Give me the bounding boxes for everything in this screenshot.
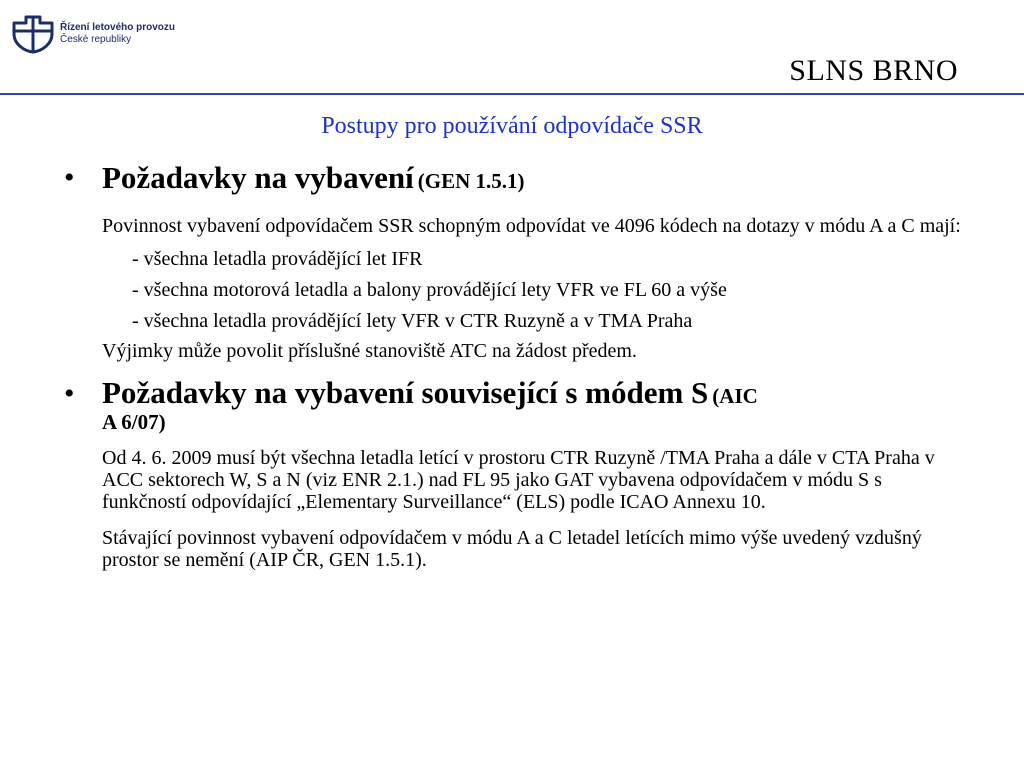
bullet-mode-s-requirements [0,376,1024,434]
logo-text [60,22,175,46]
header-title: SLNS BRNO [789,54,958,87]
bullet-heading: Požadavky na vybavení související s módem S [102,375,709,410]
logo [12,14,175,54]
paragraph-mode-s-obligation: Od 4. 6. 2009 musí být všechna letadla letící v prostoru CTR Ruzyně /TMA Praha a dále v CTA Praha v ACC sektorech W, S a N (viz ENR 2.1.) nad FL 95 jako GAT vybavena odpovídačem v módu S s funkčností odpovídající „Elementary Surveillance“ (ELS) podle ICAO Annexu 10. [102,447,935,513]
bullet-reference: (GEN 1.5.1) [417,169,525,193]
bullet-marker: • [64,161,75,194]
list-item: - všechna motorová letadla a balony provádějící lety VFR ve FL 60 a výše [132,279,727,301]
bullet-reference-continued: A 6/07) [102,410,166,434]
paragraph-existing-obligation: Stávající povinnost vybavení odpovídačem v módu A a C letadel letících mimo výše uvedený vzdušný prostor se nemění (AIP ČR, GEN 1.5.1). [102,527,922,571]
slide-content [0,160,1024,571]
logo-line2: České republiky [60,34,132,45]
bullet-equipment-requirements [0,160,1024,196]
bullet-reference: (AIC [712,384,758,408]
paragraph-equipment-obligation: Povinnost vybavení odpovídačem SSR schopným odpovídat ve 4096 kódech na dotazy v módu A a C mají: [102,215,961,237]
air-navigation-emblem-icon [12,14,54,54]
bullet-marker: • [64,377,75,410]
slide-subtitle: Postupy pro používání odpovídače SSR [321,113,703,139]
list-item: - všechna letadla provádějící let IFR [132,248,423,270]
logo-line1: Řízení letového provozu [60,22,176,33]
list-item: - všechna letadla provádějící lety VFR v CTR Ruzyně a v TMA Praha [132,310,693,332]
bullet-heading: Požadavky na vybavení [102,160,414,195]
header-divider [0,93,1024,95]
paragraph-exceptions: Výjimky může povolit příslušné stanoviště ATC na žádost předem. [102,340,637,362]
